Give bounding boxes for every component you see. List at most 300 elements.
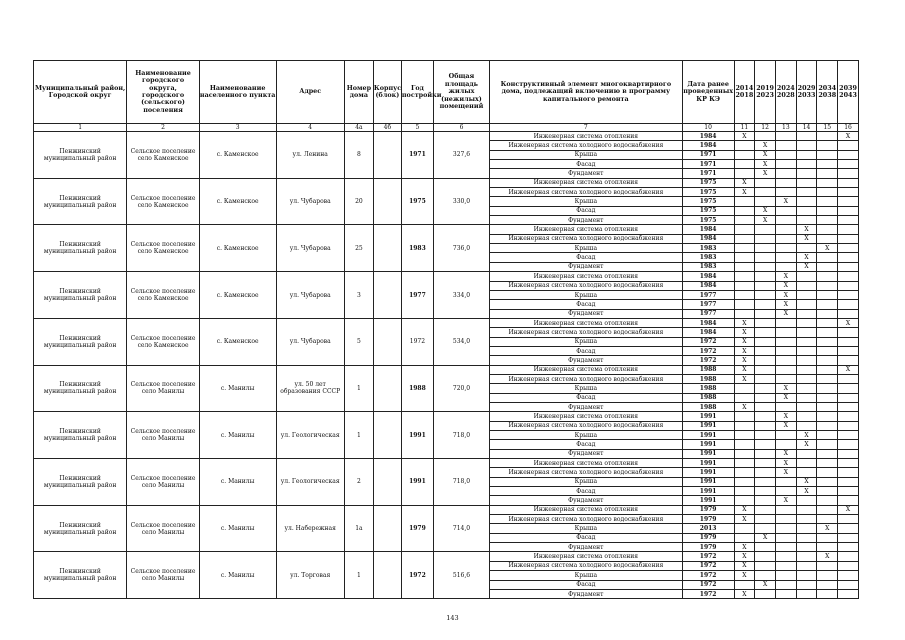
- period-cell: X: [796, 477, 817, 486]
- column-header: Наименование городского округа, городского (сельского) поселения: [127, 61, 200, 124]
- period-cell: X: [755, 169, 776, 178]
- period-cell: [755, 197, 776, 206]
- repair-date-cell: 1991: [682, 431, 734, 440]
- period-cell: [755, 524, 776, 533]
- period-cell: [817, 141, 838, 150]
- period-cell: [838, 459, 859, 468]
- period-cell: [796, 515, 817, 524]
- korpus-cell: [373, 178, 401, 225]
- repair-date-cell: 1991: [682, 459, 734, 468]
- period-cell: X: [755, 141, 776, 150]
- period-cell: [838, 328, 859, 337]
- element-cell: Фасад: [489, 533, 682, 542]
- period-cell: [838, 449, 859, 458]
- period-cell: X: [775, 421, 796, 430]
- address-cell: ул. 50 лет образования СССР: [276, 365, 344, 412]
- period-cell: [838, 253, 859, 262]
- period-cell: [796, 328, 817, 337]
- period-cell: [755, 571, 776, 580]
- period-cell: [734, 141, 755, 150]
- period-cell: X: [734, 365, 755, 374]
- period-cell: [796, 244, 817, 253]
- korpus-cell: [373, 412, 401, 459]
- element-cell: Инженерная система холодного водоснабжения: [489, 188, 682, 197]
- period-cell: [775, 402, 796, 411]
- element-cell: Фундамент: [489, 449, 682, 458]
- locality-cell: с. Манилы: [199, 459, 276, 506]
- repair-date-cell: 1971: [682, 169, 734, 178]
- repair-date-cell: 1972: [682, 356, 734, 365]
- address-cell: ул. Чубарова: [276, 318, 344, 365]
- period-cell: [755, 374, 776, 383]
- period-cell: [796, 132, 817, 141]
- column-header: Конструктивный элемент многоквартирного дома, подлежащий включению в программу капитального ремонта: [489, 61, 682, 124]
- period-cell: [734, 216, 755, 225]
- period-cell: X: [755, 580, 776, 589]
- period-cell: [796, 318, 817, 327]
- period-cell: X: [775, 272, 796, 281]
- element-cell: Инженерная система отопления: [489, 318, 682, 327]
- element-cell: Инженерная система холодного водоснабжения: [489, 141, 682, 150]
- period-cell: [838, 337, 859, 346]
- address-cell: ул. Чубарова: [276, 225, 344, 272]
- district-cell: Пенжинский муниципальный район: [34, 132, 127, 179]
- period-cell: [838, 412, 859, 421]
- period-cell: [755, 178, 776, 187]
- period-cell: X: [817, 524, 838, 533]
- element-cell: Фундамент: [489, 543, 682, 552]
- column-header: 2039 2043: [838, 61, 859, 124]
- period-cell: [817, 393, 838, 402]
- repair-date-cell: 1975: [682, 216, 734, 225]
- period-cell: [775, 178, 796, 187]
- locality-cell: с. Манилы: [199, 365, 276, 412]
- period-cell: [838, 141, 859, 150]
- repair-date-cell: 1975: [682, 188, 734, 197]
- period-cell: [817, 365, 838, 374]
- period-cell: [796, 272, 817, 281]
- repair-date-cell: 1991: [682, 477, 734, 486]
- header-row: [34, 61, 859, 124]
- repair-date-cell: 1984: [682, 281, 734, 290]
- period-cell: [734, 150, 755, 159]
- period-cell: [796, 589, 817, 598]
- period-cell: [755, 468, 776, 477]
- page-number: 143: [446, 614, 459, 622]
- period-cell: [817, 580, 838, 589]
- column-header: Адрес: [276, 61, 344, 124]
- element-cell: Крыша: [489, 337, 682, 346]
- period-cell: X: [817, 552, 838, 561]
- period-cell: [838, 272, 859, 281]
- period-cell: [796, 337, 817, 346]
- build-year-cell: 1991: [401, 412, 433, 459]
- period-cell: [817, 234, 838, 243]
- repair-date-cell: 1991: [682, 449, 734, 458]
- element-cell: Инженерная система отопления: [489, 505, 682, 514]
- area-cell: 334,0: [434, 272, 490, 319]
- period-cell: [838, 150, 859, 159]
- column-header: 2019 2023: [755, 61, 776, 124]
- element-cell: Инженерная система отопления: [489, 365, 682, 374]
- period-cell: [838, 197, 859, 206]
- table-row: [34, 412, 859, 421]
- period-cell: [755, 365, 776, 374]
- period-cell: [775, 244, 796, 253]
- period-cell: X: [734, 328, 755, 337]
- period-cell: [817, 225, 838, 234]
- repair-date-cell: 1972: [682, 346, 734, 355]
- period-cell: [796, 571, 817, 580]
- korpus-cell: [373, 552, 401, 599]
- period-cell: [775, 533, 796, 542]
- repair-date-cell: 1975: [682, 178, 734, 187]
- period-cell: [775, 132, 796, 141]
- period-cell: [796, 346, 817, 355]
- period-cell: [817, 477, 838, 486]
- period-cell: X: [796, 431, 817, 440]
- period-cell: [817, 346, 838, 355]
- period-cell: [734, 477, 755, 486]
- area-cell: 534,0: [434, 318, 490, 365]
- period-cell: X: [775, 300, 796, 309]
- period-cell: X: [775, 393, 796, 402]
- period-cell: [817, 533, 838, 542]
- period-cell: [817, 487, 838, 496]
- period-cell: [796, 496, 817, 505]
- period-cell: [817, 309, 838, 318]
- repair-date-cell: 1972: [682, 552, 734, 561]
- column-number: 5: [401, 124, 433, 132]
- element-cell: Фасад: [489, 300, 682, 309]
- period-cell: [817, 374, 838, 383]
- period-cell: X: [734, 132, 755, 141]
- period-cell: [817, 150, 838, 159]
- house-number-cell: 2: [344, 459, 373, 506]
- repair-date-cell: 1988: [682, 384, 734, 393]
- element-cell: Крыша: [489, 524, 682, 533]
- period-cell: [775, 206, 796, 215]
- period-cell: X: [775, 412, 796, 421]
- period-cell: [755, 290, 776, 299]
- period-cell: X: [734, 552, 755, 561]
- period-cell: [755, 421, 776, 430]
- repair-date-cell: 1991: [682, 412, 734, 421]
- locality-cell: с. Каменское: [199, 132, 276, 179]
- column-header: 2024 2028: [775, 61, 796, 124]
- period-cell: [734, 468, 755, 477]
- period-cell: [838, 300, 859, 309]
- period-cell: [817, 431, 838, 440]
- column-number: 10: [682, 124, 734, 132]
- period-cell: [838, 589, 859, 598]
- period-cell: [838, 169, 859, 178]
- column-header: Дата ранее проведенных КР КЭ: [682, 61, 734, 124]
- repair-date-cell: 1979: [682, 543, 734, 552]
- period-cell: X: [838, 132, 859, 141]
- period-cell: [734, 431, 755, 440]
- house-number-cell: 1: [344, 552, 373, 599]
- repair-date-cell: 1991: [682, 487, 734, 496]
- period-cell: [775, 487, 796, 496]
- period-cell: [796, 393, 817, 402]
- element-cell: Инженерная система холодного водоснабжения: [489, 468, 682, 477]
- korpus-cell: [373, 459, 401, 506]
- period-cell: [838, 402, 859, 411]
- element-cell: Фундамент: [489, 309, 682, 318]
- element-cell: Крыша: [489, 571, 682, 580]
- period-cell: [838, 552, 859, 561]
- period-cell: [838, 178, 859, 187]
- period-cell: [817, 384, 838, 393]
- period-cell: [775, 225, 796, 234]
- period-cell: [775, 477, 796, 486]
- element-cell: Инженерная система холодного водоснабжения: [489, 374, 682, 383]
- column-number: 14: [796, 124, 817, 132]
- table-row: [34, 459, 859, 468]
- period-cell: [755, 309, 776, 318]
- settlement-cell: Сельское поселение село Манилы: [127, 459, 200, 506]
- house-number-cell: 3: [344, 272, 373, 319]
- locality-cell: с. Каменское: [199, 272, 276, 319]
- period-cell: [775, 234, 796, 243]
- element-cell: Фундамент: [489, 402, 682, 411]
- period-cell: [838, 346, 859, 355]
- period-cell: [734, 487, 755, 496]
- period-cell: [734, 169, 755, 178]
- period-cell: [796, 356, 817, 365]
- period-cell: [775, 169, 796, 178]
- locality-cell: с. Манилы: [199, 505, 276, 552]
- period-cell: X: [775, 281, 796, 290]
- address-cell: ул. Чубарова: [276, 178, 344, 225]
- period-cell: [775, 589, 796, 598]
- period-cell: [755, 431, 776, 440]
- period-cell: [755, 440, 776, 449]
- period-cell: [796, 552, 817, 561]
- period-cell: [838, 515, 859, 524]
- period-cell: [796, 543, 817, 552]
- column-number: 7: [489, 124, 682, 132]
- period-cell: [734, 496, 755, 505]
- period-cell: [838, 188, 859, 197]
- period-cell: [796, 412, 817, 421]
- column-number: 11: [734, 124, 755, 132]
- period-cell: [817, 206, 838, 215]
- period-cell: X: [775, 384, 796, 393]
- period-cell: [775, 365, 796, 374]
- period-cell: [838, 225, 859, 234]
- period-cell: [755, 132, 776, 141]
- period-cell: [817, 571, 838, 580]
- column-header: Наименование населенного пункта: [199, 61, 276, 124]
- element-cell: Инженерная система отопления: [489, 178, 682, 187]
- period-cell: X: [796, 253, 817, 262]
- repair-date-cell: 1972: [682, 561, 734, 570]
- element-cell: Крыша: [489, 150, 682, 159]
- period-cell: [755, 487, 776, 496]
- period-cell: [796, 533, 817, 542]
- period-cell: [755, 552, 776, 561]
- column-header: Номер дома: [344, 61, 373, 124]
- period-cell: [796, 178, 817, 187]
- period-cell: [734, 393, 755, 402]
- period-cell: [775, 524, 796, 533]
- build-year-cell: 1975: [401, 178, 433, 225]
- period-cell: [838, 244, 859, 253]
- area-cell: 718,0: [434, 459, 490, 506]
- element-cell: Инженерная система отопления: [489, 412, 682, 421]
- period-cell: X: [838, 318, 859, 327]
- korpus-cell: [373, 318, 401, 365]
- period-cell: [775, 253, 796, 262]
- period-cell: [775, 188, 796, 197]
- repair-date-cell: 1971: [682, 160, 734, 169]
- period-cell: [817, 412, 838, 421]
- period-cell: [734, 421, 755, 430]
- period-cell: [775, 356, 796, 365]
- period-cell: [817, 589, 838, 598]
- period-cell: [796, 524, 817, 533]
- repair-date-cell: 1971: [682, 150, 734, 159]
- period-cell: [775, 141, 796, 150]
- period-cell: [755, 281, 776, 290]
- period-cell: [734, 449, 755, 458]
- period-cell: [838, 290, 859, 299]
- table-row: [34, 178, 859, 187]
- period-cell: X: [734, 337, 755, 346]
- column-number: 13: [775, 124, 796, 132]
- period-cell: X: [838, 365, 859, 374]
- repair-date-cell: 1979: [682, 533, 734, 542]
- period-cell: [796, 281, 817, 290]
- period-cell: [734, 225, 755, 234]
- table-row: [34, 505, 859, 514]
- element-cell: Фасад: [489, 580, 682, 589]
- period-cell: [734, 412, 755, 421]
- column-header: 2034 2038: [817, 61, 838, 124]
- period-cell: [734, 197, 755, 206]
- repair-date-cell: 1988: [682, 393, 734, 402]
- period-cell: [817, 300, 838, 309]
- period-cell: [838, 468, 859, 477]
- period-cell: X: [755, 216, 776, 225]
- period-cell: [817, 262, 838, 271]
- period-cell: [796, 421, 817, 430]
- element-cell: Фасад: [489, 206, 682, 215]
- house-number-cell: 20: [344, 178, 373, 225]
- period-cell: [796, 468, 817, 477]
- period-cell: X: [796, 440, 817, 449]
- period-cell: [755, 328, 776, 337]
- address-cell: ул. Торговая: [276, 552, 344, 599]
- repair-date-cell: 1975: [682, 206, 734, 215]
- period-cell: [796, 505, 817, 514]
- period-cell: [838, 309, 859, 318]
- period-cell: [734, 160, 755, 169]
- repair-date-cell: 1988: [682, 402, 734, 411]
- column-number: 15: [817, 124, 838, 132]
- district-cell: Пенжинский муниципальный район: [34, 459, 127, 506]
- period-cell: [755, 300, 776, 309]
- repair-date-cell: 1988: [682, 374, 734, 383]
- period-cell: [796, 197, 817, 206]
- period-cell: [796, 374, 817, 383]
- period-cell: [755, 272, 776, 281]
- period-cell: [838, 440, 859, 449]
- element-cell: Фасад: [489, 393, 682, 402]
- period-cell: [734, 281, 755, 290]
- period-cell: X: [734, 346, 755, 355]
- repair-date-cell: 1984: [682, 318, 734, 327]
- area-cell: 736,0: [434, 225, 490, 272]
- period-cell: [796, 459, 817, 468]
- element-cell: Фундамент: [489, 169, 682, 178]
- period-cell: X: [796, 234, 817, 243]
- element-cell: Инженерная система холодного водоснабжения: [489, 234, 682, 243]
- period-cell: [838, 561, 859, 570]
- period-cell: X: [796, 487, 817, 496]
- period-cell: [734, 384, 755, 393]
- element-cell: Крыша: [489, 431, 682, 440]
- district-cell: Пенжинский муниципальный район: [34, 272, 127, 319]
- period-cell: [734, 580, 755, 589]
- table-row: [34, 552, 859, 561]
- element-cell: Фундамент: [489, 496, 682, 505]
- column-number: 4а: [344, 124, 373, 132]
- settlement-cell: Сельское поселение село Каменское: [127, 272, 200, 319]
- period-cell: [838, 206, 859, 215]
- area-cell: 720,0: [434, 365, 490, 412]
- period-cell: [838, 374, 859, 383]
- build-year-cell: 1972: [401, 552, 433, 599]
- period-cell: [775, 328, 796, 337]
- column-number-row: [34, 124, 859, 132]
- area-cell: 330,0: [434, 178, 490, 225]
- period-cell: [755, 253, 776, 262]
- period-cell: [796, 300, 817, 309]
- repair-date-cell: 1979: [682, 515, 734, 524]
- repair-date-cell: 1991: [682, 468, 734, 477]
- period-cell: X: [734, 402, 755, 411]
- district-cell: Пенжинский муниципальный район: [34, 318, 127, 365]
- period-cell: [755, 262, 776, 271]
- period-cell: [796, 290, 817, 299]
- period-cell: [734, 234, 755, 243]
- period-cell: [755, 459, 776, 468]
- period-cell: [755, 225, 776, 234]
- period-cell: [796, 402, 817, 411]
- build-year-cell: 1971: [401, 132, 433, 179]
- period-cell: [838, 543, 859, 552]
- period-cell: [775, 561, 796, 570]
- address-cell: ул. Чубарова: [276, 272, 344, 319]
- period-cell: X: [734, 561, 755, 570]
- table-row: [34, 225, 859, 234]
- period-cell: [755, 477, 776, 486]
- period-cell: [775, 150, 796, 159]
- period-cell: X: [838, 505, 859, 514]
- period-cell: [817, 272, 838, 281]
- period-cell: [775, 580, 796, 589]
- period-cell: [755, 318, 776, 327]
- column-number: 2: [127, 124, 200, 132]
- district-cell: Пенжинский муниципальный район: [34, 178, 127, 225]
- period-cell: [838, 356, 859, 365]
- column-header: Год постройки: [401, 61, 433, 124]
- repair-date-cell: 2013: [682, 524, 734, 533]
- element-cell: Инженерная система холодного водоснабжения: [489, 515, 682, 524]
